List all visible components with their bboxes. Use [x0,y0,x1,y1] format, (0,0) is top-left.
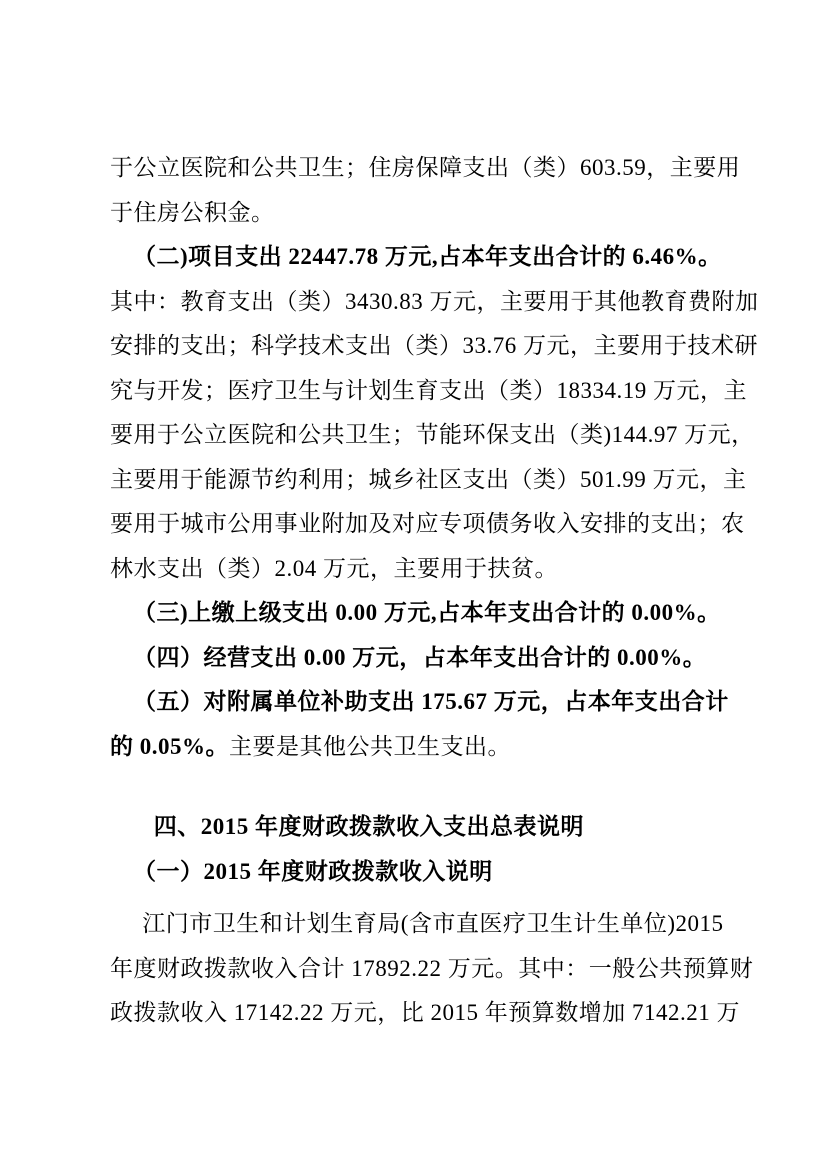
blank-line [110,769,770,805]
para6-line3: 政拨款收入 17142.22 万元，比 2015 年预算数增加 7142.21 万 [110,1000,740,1025]
para6-line1: 江门市卫生和计划生育局(含市直医疗卫生计生单位)2015 [142,911,724,936]
para5-line2-regular-segment: 主要是其他公共卫生支出。 [229,733,511,759]
text-block [110,146,770,1036]
para4-line1: （四）经营支出 0.00 万元，占本年支出合计的 0.00%。 [133,644,707,670]
para1-line1: 于公立医院和公共卫生；住房保障支出（类）603.59，主要用 [110,155,741,180]
para5-line1: （五）对附属单位补助支出 175.67 万元，占本年支出合计 [133,689,729,714]
para3-line1: （三)上缴上级支出 0.00 万元,占本年支出合计的 0.00%。 [133,600,721,625]
section4-1-heading: （一）2015 年度财政拨款收入说明 [133,858,493,884]
para2-line2: 其中：教育支出（类）3430.83 万元，主要用于其他教育费附加 [110,288,759,314]
para5-line2 [110,725,770,770]
para2-line8: 林水支出（类）2.04 万元，主要用于扶贫。 [110,555,558,581]
para2-line3: 安排的支出；科学技术支出（类）33.76 万元，主要用于技术研 [110,333,758,358]
para2-line4: 究与开发；医疗卫生与计划生育支出（类）18334.19 万元，主 [110,377,747,403]
para1-line2: 于住房公积金。 [110,199,275,225]
para2-line5: 要用于公立医院和公共卫生；节能环保支出（类)144.97 万元， [110,422,755,447]
para5-line2-bold-segment: 的 0.05%。 [110,733,229,759]
para2-line6: 主要用于能源节约利用；城乡社区支出（类）501.99 万元，主 [110,466,747,492]
section4-heading: 四、2015 年度财政拨款收入支出总表说明 [153,814,584,839]
para2-heading-line: （二)项目支出 22447.78 万元,占本年支出合计的 6.46%。 [133,244,722,269]
para6-line2: 年度财政拨款收入合计 17892.22 万元。其中：一般公共预算财 [110,955,754,981]
para2-line7: 要用于城市公用事业附加及对应专项债务收入安排的支出；农 [110,511,745,536]
